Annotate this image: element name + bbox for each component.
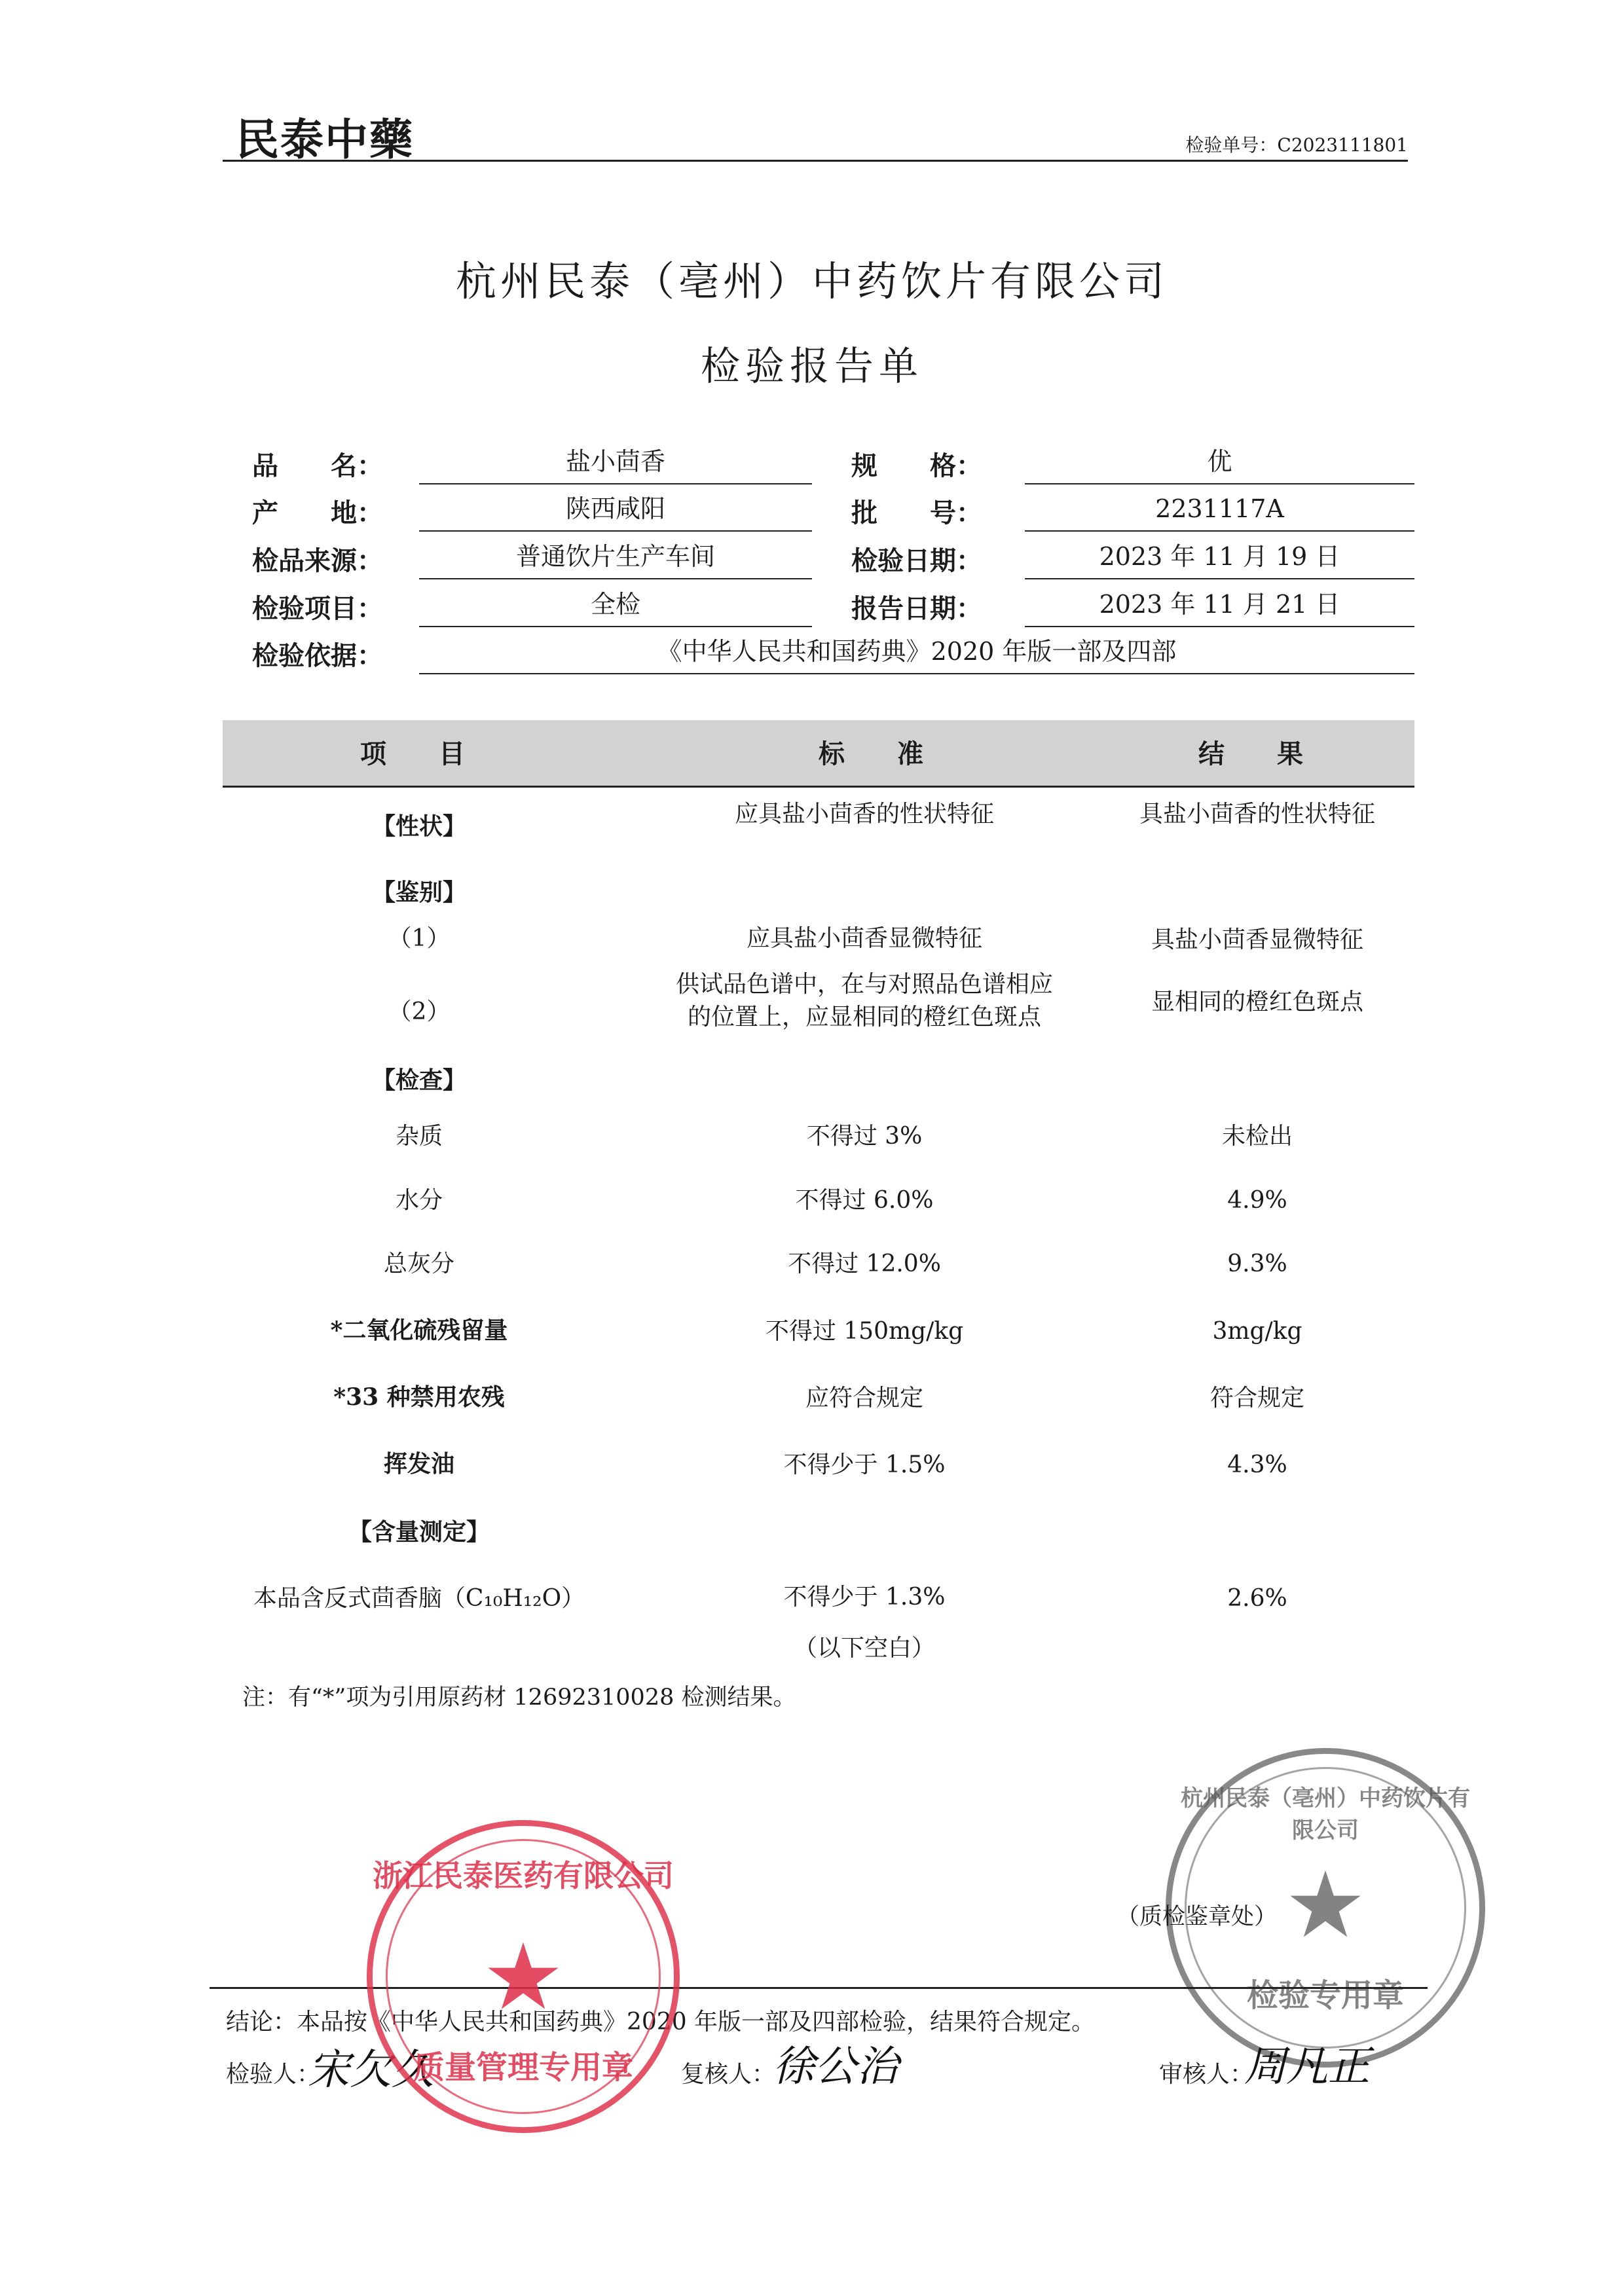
star-icon: ★ bbox=[482, 1924, 564, 2031]
moisture-item: 水分 bbox=[395, 1187, 443, 1214]
inspector-signature: 宋欠久 bbox=[308, 2046, 434, 2094]
pesticide-item: *33 种禁用农残 bbox=[333, 1383, 505, 1411]
source-value: 普通饮片生产车间 bbox=[419, 535, 812, 579]
origin-label: 产 地： bbox=[252, 498, 383, 528]
item-label: 检验项目： bbox=[252, 593, 383, 624]
quality-seal bbox=[367, 1820, 680, 2133]
ident2-standard-line1: 供试品色谱中，在与对照品色谱相应 bbox=[675, 971, 1053, 998]
section-identification: 【鉴别】 bbox=[371, 879, 466, 906]
anethole-standard: 不得少于 1.3% bbox=[783, 1584, 946, 1611]
col-header-result: 结 果 bbox=[1198, 738, 1316, 769]
source-label: 检品来源： bbox=[252, 545, 383, 576]
moisture-standard: 不得过 6.0% bbox=[795, 1187, 934, 1214]
document-title: 检验报告单 bbox=[701, 344, 923, 390]
header-divider bbox=[223, 160, 1408, 162]
impurity-result: 未检出 bbox=[1221, 1123, 1293, 1150]
section-assay: 【含量测定】 bbox=[348, 1518, 490, 1546]
ash-item: 总灰分 bbox=[383, 1250, 454, 1277]
batch-value: 2231117A bbox=[1025, 487, 1414, 532]
auditor-label: 审核人： bbox=[1159, 2061, 1254, 2088]
pesticide-result: 符合规定 bbox=[1209, 1385, 1304, 1412]
ash-result: 9.3% bbox=[1227, 1250, 1287, 1277]
ident1-standard: 应具盐小茴香显微特征 bbox=[746, 925, 982, 952]
col-header-item: 项 目 bbox=[360, 738, 478, 769]
test-date-value: 2023 年 11 月 19 日 bbox=[1025, 535, 1414, 579]
reviewer-signature: 徐公治 bbox=[773, 2043, 898, 2091]
so2-item: *二氧化硫残留量 bbox=[330, 1317, 508, 1344]
inspector-label: 检验人： bbox=[226, 2061, 321, 2088]
reviewer-label: 复核人： bbox=[681, 2061, 776, 2088]
anethole-item: 本品含反式茴香脑（C₁₀H₁₂O） bbox=[253, 1585, 585, 1612]
impurity-item: 杂质 bbox=[395, 1123, 443, 1150]
report-number: 检验单号：C2023111801 bbox=[1185, 134, 1408, 156]
seal-bottom-text: 质量管理专用章 bbox=[413, 2049, 633, 2086]
report-date-label: 报告日期： bbox=[851, 593, 982, 624]
company-logo: 民泰中藥 bbox=[236, 114, 414, 165]
section-appearance: 【性状】 bbox=[371, 812, 466, 840]
anethole-result: 2.6% bbox=[1227, 1585, 1287, 1612]
ident2-result: 显相同的橙红色斑点 bbox=[1151, 989, 1363, 1015]
section-inspection: 【检查】 bbox=[371, 1066, 466, 1094]
basis-value: 《中华人民共和国药典》2020 年版一部及四部 bbox=[419, 630, 1414, 674]
oil-result: 4.3% bbox=[1227, 1451, 1287, 1478]
ident2-item: （2） bbox=[388, 998, 451, 1025]
col-header-standard: 标 准 bbox=[819, 738, 936, 769]
ash-standard: 不得过 12.0% bbox=[788, 1250, 941, 1277]
spec-label: 规 格： bbox=[851, 450, 982, 481]
qc-dept-label: （质检鉴章处） bbox=[1116, 1904, 1278, 1930]
test-date-label: 检验日期： bbox=[851, 545, 982, 576]
appearance-standard: 应具盐小茴香的性状特征 bbox=[734, 801, 994, 828]
product-value: 盐小茴香 bbox=[419, 440, 812, 484]
impurity-standard: 不得过 3% bbox=[806, 1123, 923, 1150]
moisture-result: 4.9% bbox=[1227, 1187, 1287, 1214]
auditor-signature: 周凡正 bbox=[1244, 2043, 1370, 2091]
item-value: 全检 bbox=[419, 583, 812, 627]
spec-value: 优 bbox=[1025, 440, 1414, 484]
report-date-value: 2023 年 11 月 21 日 bbox=[1025, 583, 1414, 627]
seal-bottom-text: 检验专用章 bbox=[1246, 1977, 1404, 2014]
basis-label: 检验依据： bbox=[252, 640, 383, 671]
oil-item: 挥发油 bbox=[383, 1450, 454, 1478]
so2-standard: 不得过 150mg/kg bbox=[765, 1318, 964, 1345]
origin-value: 陕西咸阳 bbox=[419, 487, 812, 532]
product-label: 品 名： bbox=[252, 450, 383, 481]
oil-standard: 不得少于 1.5% bbox=[783, 1451, 946, 1478]
pesticide-standard: 应符合规定 bbox=[805, 1385, 923, 1412]
blank-note: （以下空白） bbox=[793, 1635, 935, 1662]
so2-result: 3mg/kg bbox=[1212, 1318, 1302, 1345]
seal-top-text: 杭州民泰（亳州）中药饮片有限公司 bbox=[1181, 1785, 1470, 1844]
seal-top-text: 浙江民泰医药有限公司 bbox=[373, 1858, 674, 1893]
batch-label: 批 号： bbox=[851, 498, 982, 528]
star-icon: ★ bbox=[1284, 1852, 1367, 1959]
ident1-item: （1） bbox=[388, 925, 451, 952]
company-name: 杭州民泰（亳州）中药饮片有限公司 bbox=[455, 257, 1168, 305]
appearance-result: 具盐小茴香的性状特征 bbox=[1139, 801, 1375, 828]
footnote: 注：有“*”项为引用原药材 12692310028 检测结果。 bbox=[242, 1685, 796, 1711]
ident1-result: 具盐小茴香显微特征 bbox=[1151, 926, 1363, 953]
ident2-standard-line2: 的位置上，应显相同的橙红色斑点 bbox=[687, 1004, 1041, 1030]
conclusion-text: 结论：本品按《中华人民共和国药典》2020 年版一部及四部检验，结果符合规定。 bbox=[226, 2009, 1096, 2035]
